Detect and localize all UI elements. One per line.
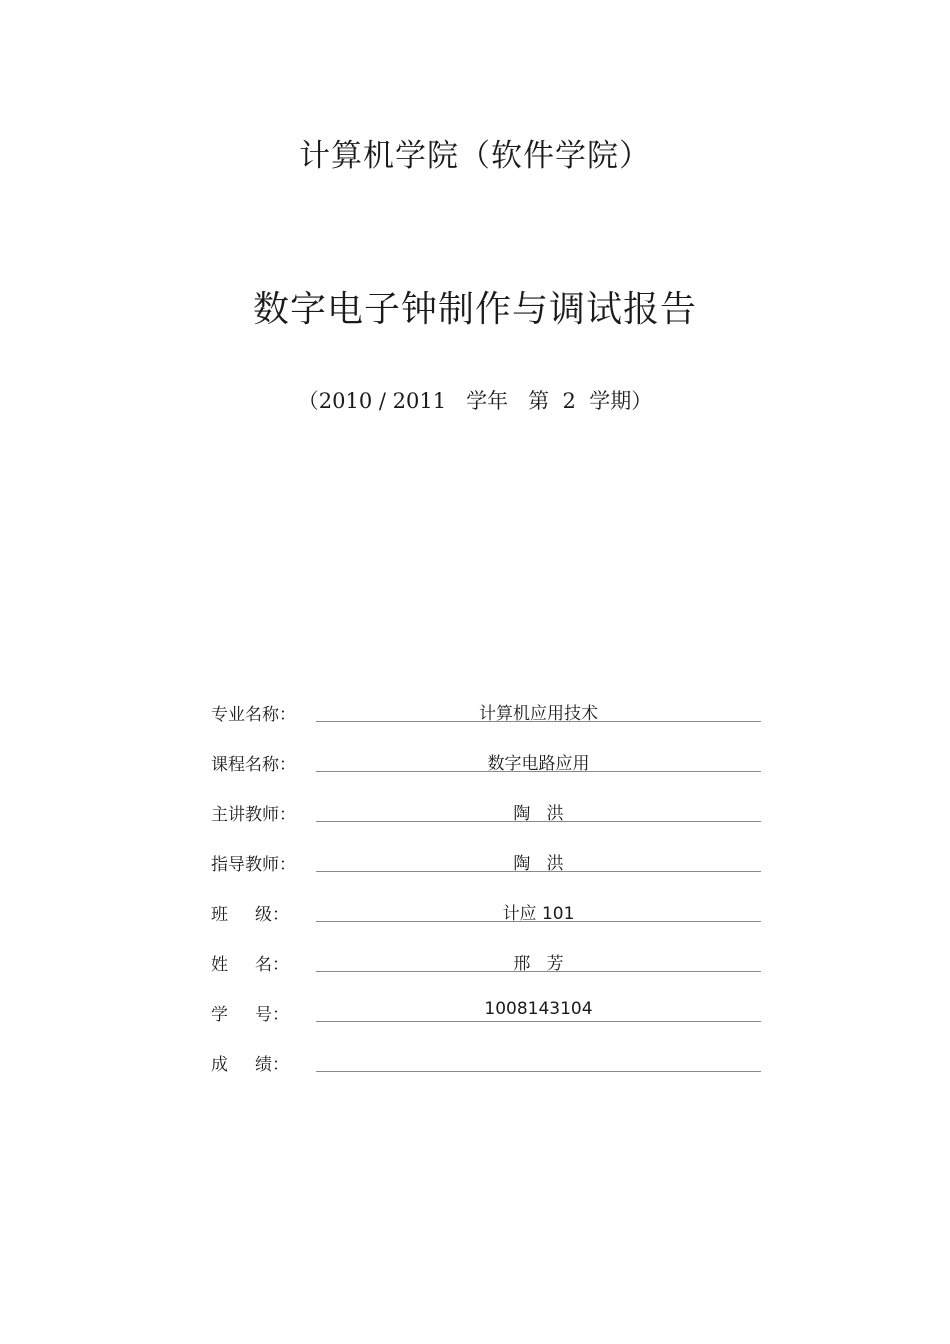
grade-label: 成 绩：	[211, 1055, 290, 1075]
info-row-advisor	[211, 846, 763, 896]
semester-line: （2010 / 2011 学年 第 2 学期）	[297, 389, 653, 413]
course-value: 数字电路应用	[487, 754, 590, 774]
student-id-value: 1008143104	[484, 999, 593, 1019]
lecturer-label: 主讲教师：	[211, 805, 296, 825]
info-row-major	[211, 696, 763, 746]
info-row-lecturer	[211, 796, 763, 846]
advisor-label: 指导教师：	[211, 855, 296, 875]
student-id-label: 学 号：	[211, 1005, 290, 1025]
college-title: 计算机学院（软件学院）	[299, 138, 651, 174]
grade-field	[316, 1046, 761, 1072]
advisor-field	[316, 846, 761, 872]
info-row-course	[211, 746, 763, 796]
info-row-name	[211, 946, 763, 996]
major-label: 专业名称：	[211, 705, 296, 725]
name-value: 邢 芳	[513, 954, 564, 974]
report-title: 数字电子钟制作与调试报告	[252, 289, 697, 330]
lecturer-field	[316, 796, 761, 822]
info-row-class	[211, 896, 763, 946]
info-row-student-id	[211, 996, 763, 1046]
course-label: 课程名称：	[211, 755, 296, 775]
lecturer-value: 陶 洪	[513, 804, 564, 824]
major-field	[316, 696, 761, 722]
name-label: 姓 名：	[211, 955, 290, 975]
major-value: 计算机应用技术	[479, 704, 598, 724]
advisor-value: 陶 洪	[513, 854, 564, 874]
info-row-grade	[211, 1046, 763, 1096]
class-field	[316, 896, 761, 922]
class-value: 计应 101	[502, 904, 575, 924]
info-table	[211, 696, 763, 1096]
name-field	[316, 946, 761, 972]
class-label: 班 级：	[211, 905, 290, 925]
student-id-field	[316, 996, 761, 1022]
course-field	[316, 746, 761, 772]
